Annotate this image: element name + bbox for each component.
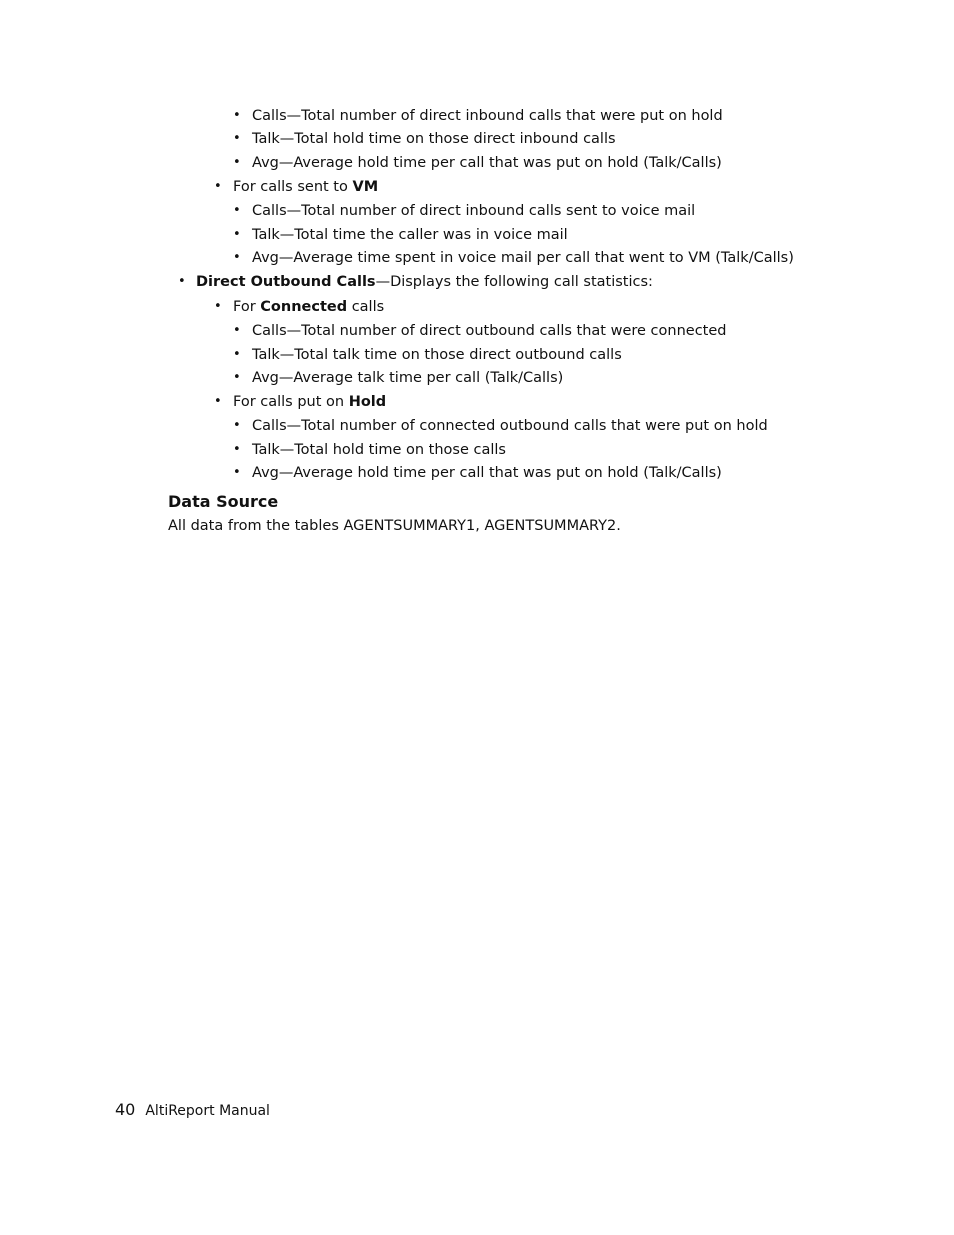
list-item: Calls—Total number of direct inbound calls that were put on hold (252, 108, 723, 124)
bullet-icon: • (233, 108, 241, 123)
bullet-icon: • (233, 250, 241, 265)
section-heading-data-source: Data Source (168, 492, 279, 511)
list-item: Avg—Average time spent in voice mail per call that went to VM (Talk/Calls) (252, 250, 794, 266)
bullet-icon: • (233, 465, 241, 480)
list-item-vm: For calls sent to VM (233, 179, 379, 195)
bullet-icon: • (214, 394, 222, 409)
bullet-icon: • (233, 442, 241, 457)
list-item: Calls—Total number of direct outbound calls that were connected (252, 323, 727, 339)
list-item: Avg—Average hold time per call that was put on hold (Talk/Calls) (252, 155, 722, 171)
bullet-icon: • (233, 418, 241, 433)
bullet-icon: • (233, 203, 241, 218)
list-item: Avg—Average hold time per call that was put on hold (Talk/Calls) (252, 465, 722, 481)
list-item: Calls—Total number of direct inbound calls sent to voice mail (252, 203, 696, 219)
bullet-icon: • (214, 179, 222, 194)
bullet-icon: • (233, 323, 241, 338)
list-item: Avg—Average talk time per call (Talk/Calls) (252, 370, 564, 386)
bullet-icon: • (178, 274, 186, 289)
bullet-icon: • (233, 155, 241, 170)
list-item-hold: For calls put on Hold (233, 394, 387, 410)
list-item: Calls—Total number of connected outbound calls that were put on hold (252, 418, 768, 434)
list-item: Talk—Total talk time on those direct outbound calls (252, 347, 622, 363)
list-item-connected: For Connected calls (233, 299, 385, 315)
data-source-text: All data from the tables AGENTSUMMARY1, AGENTSUMMARY2. (168, 518, 621, 534)
bullet-icon: • (233, 131, 241, 146)
list-item-direct-outbound: Direct Outbound Calls—Displays the following call statistics: (196, 274, 653, 290)
list-item: Talk—Total hold time on those calls (252, 442, 506, 458)
bullet-icon: • (233, 227, 241, 242)
bullet-icon: • (214, 299, 222, 314)
list-item: Talk—Total time the caller was in voice mail (252, 227, 568, 243)
page-footer (115, 1101, 270, 1120)
manual-title: AltiReport Manual (145, 1103, 270, 1119)
page-number: 40 (115, 1100, 136, 1119)
bullet-icon: • (233, 370, 241, 385)
bullet-icon: • (233, 347, 241, 362)
list-item: Talk—Total hold time on those direct inbound calls (252, 131, 616, 147)
